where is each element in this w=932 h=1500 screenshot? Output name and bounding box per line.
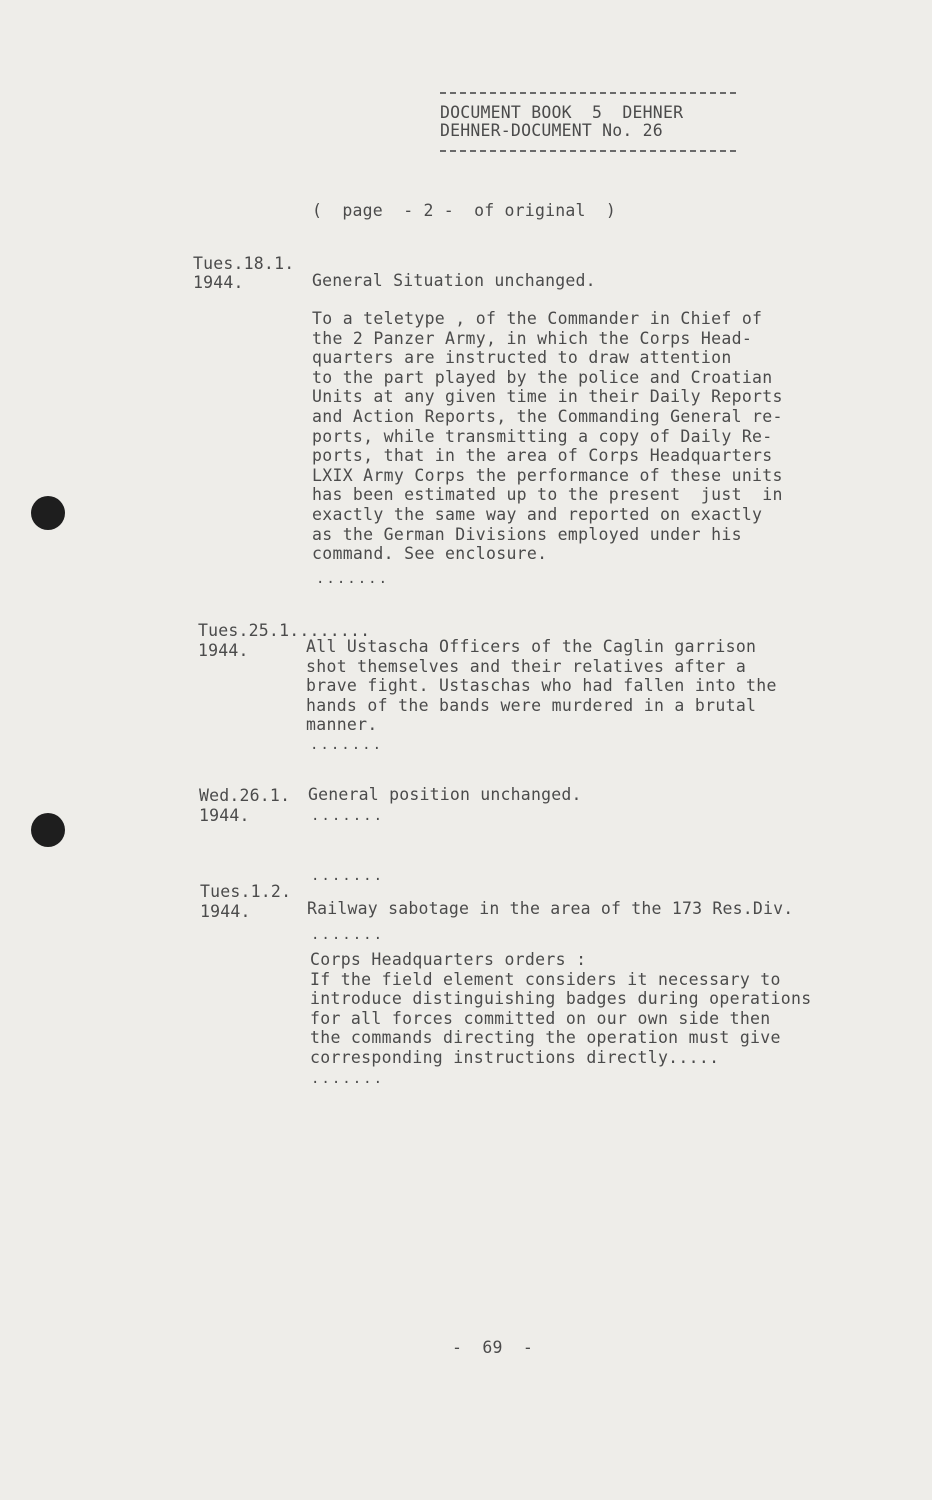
entry-4-body: Corps Headquarters orders : If the field element considers it necessary to introduce distinguishing badges during operations for all forces committed on our own side then the commands directing the operation must give corresponding instructions directly..... [310, 950, 812, 1067]
entry-3-dots: ....... [311, 808, 385, 824]
entry-1-date: Tues.18.1. [193, 254, 295, 273]
entry-2-date: Tues.25.1........ [198, 621, 371, 640]
entry-3-heading: General position unchanged. [308, 785, 582, 804]
header-rule-bottom [440, 150, 736, 152]
page-note: ( page - 2 - of original ) [312, 201, 617, 220]
entry-4-dots-mid: ....... [311, 927, 385, 943]
entry-2-dots: ....... [310, 737, 384, 753]
entry-2-body: All Ustascha Officers of the Caglin garrison shot themselves and their relatives after a brave fight. Ustaschas who had fallen into the hands of the bands were murdered in a brutal manner. [306, 637, 777, 735]
entry-3-date: Wed.26.1. [199, 786, 291, 805]
entry-4-dots-before: ....... [311, 868, 385, 884]
header-rule-top [440, 92, 736, 94]
page-number: - 69 - [452, 1338, 534, 1357]
entry-4-heading: Railway sabotage in the area of the 173 Res.Div. [307, 899, 794, 918]
entry-4-year: 1944. [200, 902, 251, 921]
entry-4-dots-end: ....... [311, 1071, 385, 1087]
entry-1-dots: ....... [316, 571, 390, 587]
entry-1-heading: General Situation unchanged. [312, 271, 596, 290]
entry-1-year: 1944. [193, 273, 244, 292]
header-line-1: DOCUMENT BOOK 5 DEHNER [440, 103, 684, 122]
punch-hole-bottom [31, 813, 65, 847]
entry-3-year: 1944. [199, 806, 250, 825]
header-line-2: DEHNER-DOCUMENT No. 26 [440, 121, 663, 140]
entry-2-year: 1944. [198, 641, 249, 660]
punch-hole-top [31, 496, 65, 530]
entry-1-body: To a teletype , of the Commander in Chief of the 2 Panzer Army, in which the Corps Head- quarters are instructed to draw attention to the part played by the police and Croatian Units at any given time in their Daily Reports and Action Reports, the Commanding General re- ports, while transmitting a copy of Daily Re- ports, that in the area of Corps Headquarters LXIX Army Corps the performance of these units has been estimated up to the present just in exactly the same way and reported on exactly as the German Divisions employed under his command. See enclosure. [312, 309, 783, 564]
entry-4-date: Tues.1.2. [200, 882, 292, 901]
